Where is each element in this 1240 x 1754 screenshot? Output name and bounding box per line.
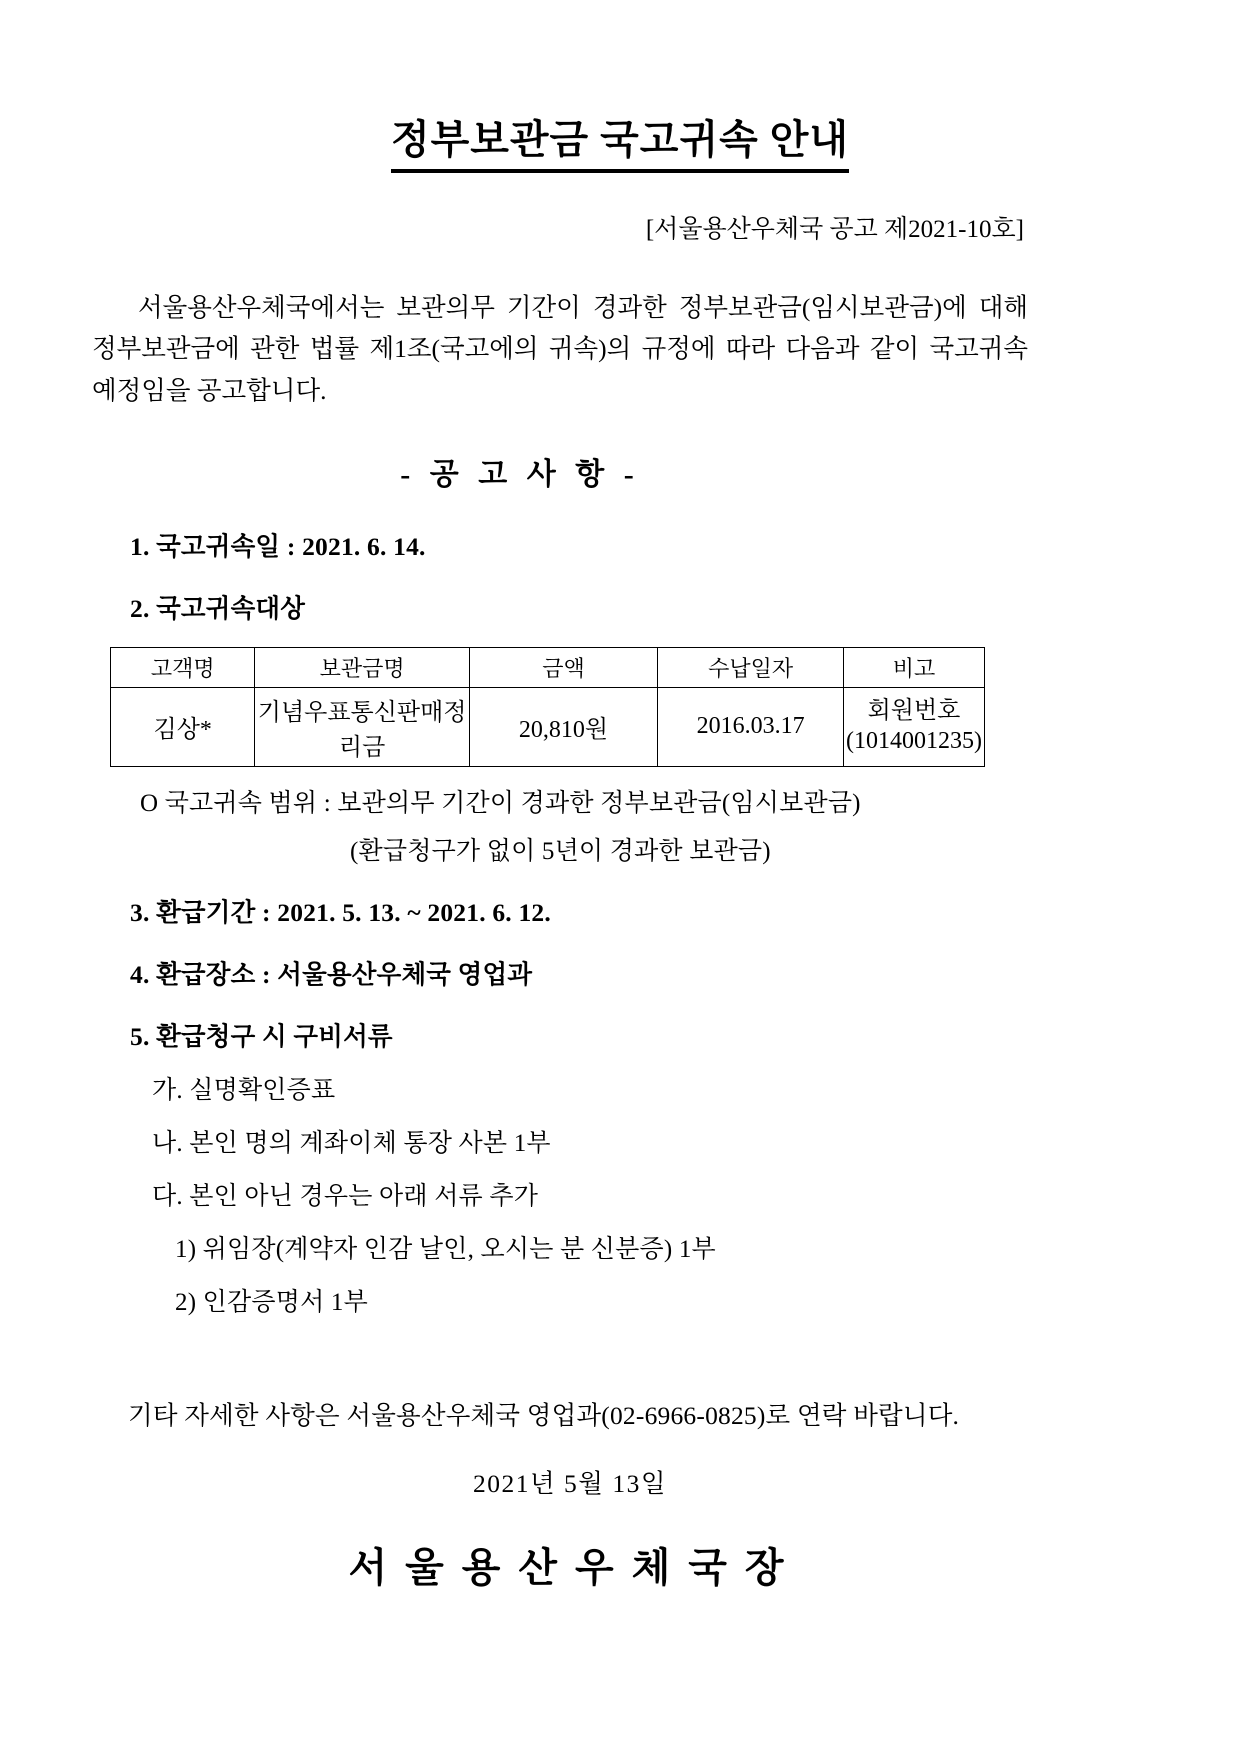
fund-table	[110, 647, 985, 767]
item-refund-attribution-date: 1. 국고귀속일 : 2021. 6. 14.	[130, 531, 426, 561]
page-title-text: 정부보관금 국고귀속 안내	[391, 118, 849, 173]
cell-amount: 20,810원	[469, 687, 657, 766]
intro-paragraph: 서울용산우체국에서는 보관의무 기간이 경과한 정부보관금(임시보관금)에 대해 정부보관금에 관한 법률 제1조(국고에의 귀속)의 규정에 따라 다음과 같이 국고귀속 예정임을 공고합니다.	[92, 293, 1028, 405]
subitem-seal-certificate: 2) 인감증명서 1부	[175, 1288, 368, 1316]
cell-note	[843, 687, 984, 766]
header-receipt-date: 수납일자	[658, 647, 844, 687]
cell-receipt-date: 2016.03.17	[658, 687, 844, 766]
item-refund-location: 4. 환급장소 : 서울용산우체국 영업과	[130, 959, 533, 989]
item-attribution-target: 2. 국고귀속대상	[130, 593, 306, 623]
subitem-proxy-documents: 다. 본인 아닌 경우는 아래 서류 추가	[152, 1182, 539, 1210]
cell-fund-name: 기념우표통신판매정리금	[255, 687, 469, 766]
item-required-documents: 5. 환급청구 시 구비서류	[130, 1021, 393, 1051]
fund-table-body	[111, 687, 985, 766]
table-header-row	[111, 647, 985, 687]
fund-table-wrapper	[110, 647, 985, 767]
note-member-label: 회원번호	[867, 698, 961, 725]
item-refund-period: 3. 환급기간 : 2021. 5. 13. ~ 2021. 6. 12.	[130, 897, 551, 927]
header-fund-name: 보관금명	[255, 647, 469, 687]
page-title	[0, 0, 1240, 173]
header-customer-name: 고객명	[111, 647, 255, 687]
table-row	[111, 687, 985, 766]
contact-line: 기타 자세한 사항은 서울용산우체국 영업과(02-6966-0825)로 연락 바랍니다.	[128, 1400, 960, 1430]
subitem-power-of-attorney: 1) 위임장(계약자 인감 날인, 오시는 분 신분증) 1부	[175, 1235, 716, 1263]
document-date: 2021년 5월 13일	[473, 1468, 667, 1498]
note-member-number: (1014001235)	[846, 727, 982, 754]
note-attribution-scope-detail: (환급청구가 없이 5년이 경과한 보관금)	[350, 837, 771, 865]
fund-table-head	[111, 647, 985, 687]
subitem-bankbook-copy: 나. 본인 명의 계좌이체 통장 사본 1부	[152, 1129, 551, 1157]
subitem-identity-proof: 가. 실명확인증표	[152, 1076, 336, 1104]
cell-customer-name: 김상*	[111, 687, 255, 766]
issuer-signature: 서울용산우체국장	[348, 1544, 802, 1590]
note-attribution-scope: O 국고귀속 범위 : 보관의무 기간이 경과한 정부보관금(임시보관금)	[140, 789, 861, 817]
announcement-number: [서울용산우체국 공고 제2021-10호]	[645, 216, 1024, 243]
section-header: - 공 고 사 항 -	[400, 457, 640, 491]
header-amount: 금액	[469, 647, 657, 687]
header-note: 비고	[843, 647, 984, 687]
